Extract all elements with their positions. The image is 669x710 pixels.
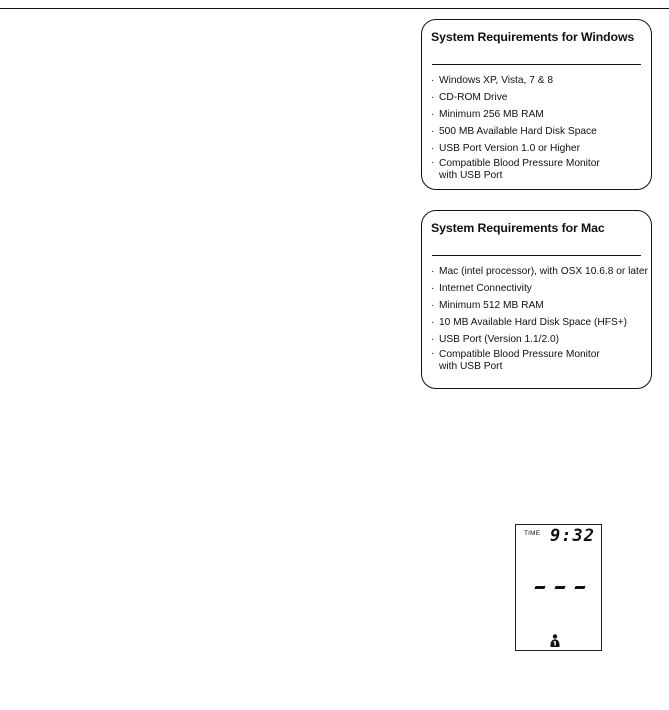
lcd-time-label: TIME [524, 530, 541, 537]
windows-requirements-list [431, 72, 619, 182]
list-item: · USB Port Version 1.0 or Higher [431, 143, 580, 154]
mac-requirements-title: System Requirements for Mac [431, 221, 605, 235]
windows-requirements-divider [432, 64, 641, 65]
mac-requirements-list [431, 263, 648, 373]
mac-requirements-divider [432, 255, 641, 256]
mac-requirements-box [421, 210, 652, 389]
lcd-dash-segment [534, 586, 545, 589]
user-1-icon [549, 634, 561, 648]
header-rule [0, 8, 669, 9]
list-item: · Compatible Blood Pressure Monitor with USB Port [431, 348, 600, 372]
list-item: · Minimum 512 MB RAM [431, 300, 544, 311]
list-item: · Windows XP, Vista, 7 & 8 [431, 75, 554, 86]
lcd-display [515, 524, 602, 651]
lcd-time-value: 9:32 [550, 526, 595, 546]
list-item: · CD-ROM Drive [431, 92, 508, 103]
list-item: · Compatible Blood Pressure Monitor with USB Port [431, 157, 600, 181]
list-item: · USB Port (Version 1.1/2.0) [431, 334, 560, 345]
list-item: · Internet Connectivity [431, 283, 532, 294]
list-item: · Minimum 256 MB RAM [431, 109, 544, 120]
windows-requirements-title: System Requirements for Windows [431, 30, 635, 44]
list-item: · 10 MB Available Hard Disk Space (HFS+) [431, 317, 628, 328]
list-item: · Mac (intel processor), with OSX 10.6.8 or later [431, 266, 648, 277]
lcd-dash-segment [554, 586, 565, 589]
list-item: · 500 MB Available Hard Disk Space [431, 126, 597, 137]
lcd-dash-segment [574, 586, 585, 589]
windows-requirements-box [421, 19, 652, 190]
